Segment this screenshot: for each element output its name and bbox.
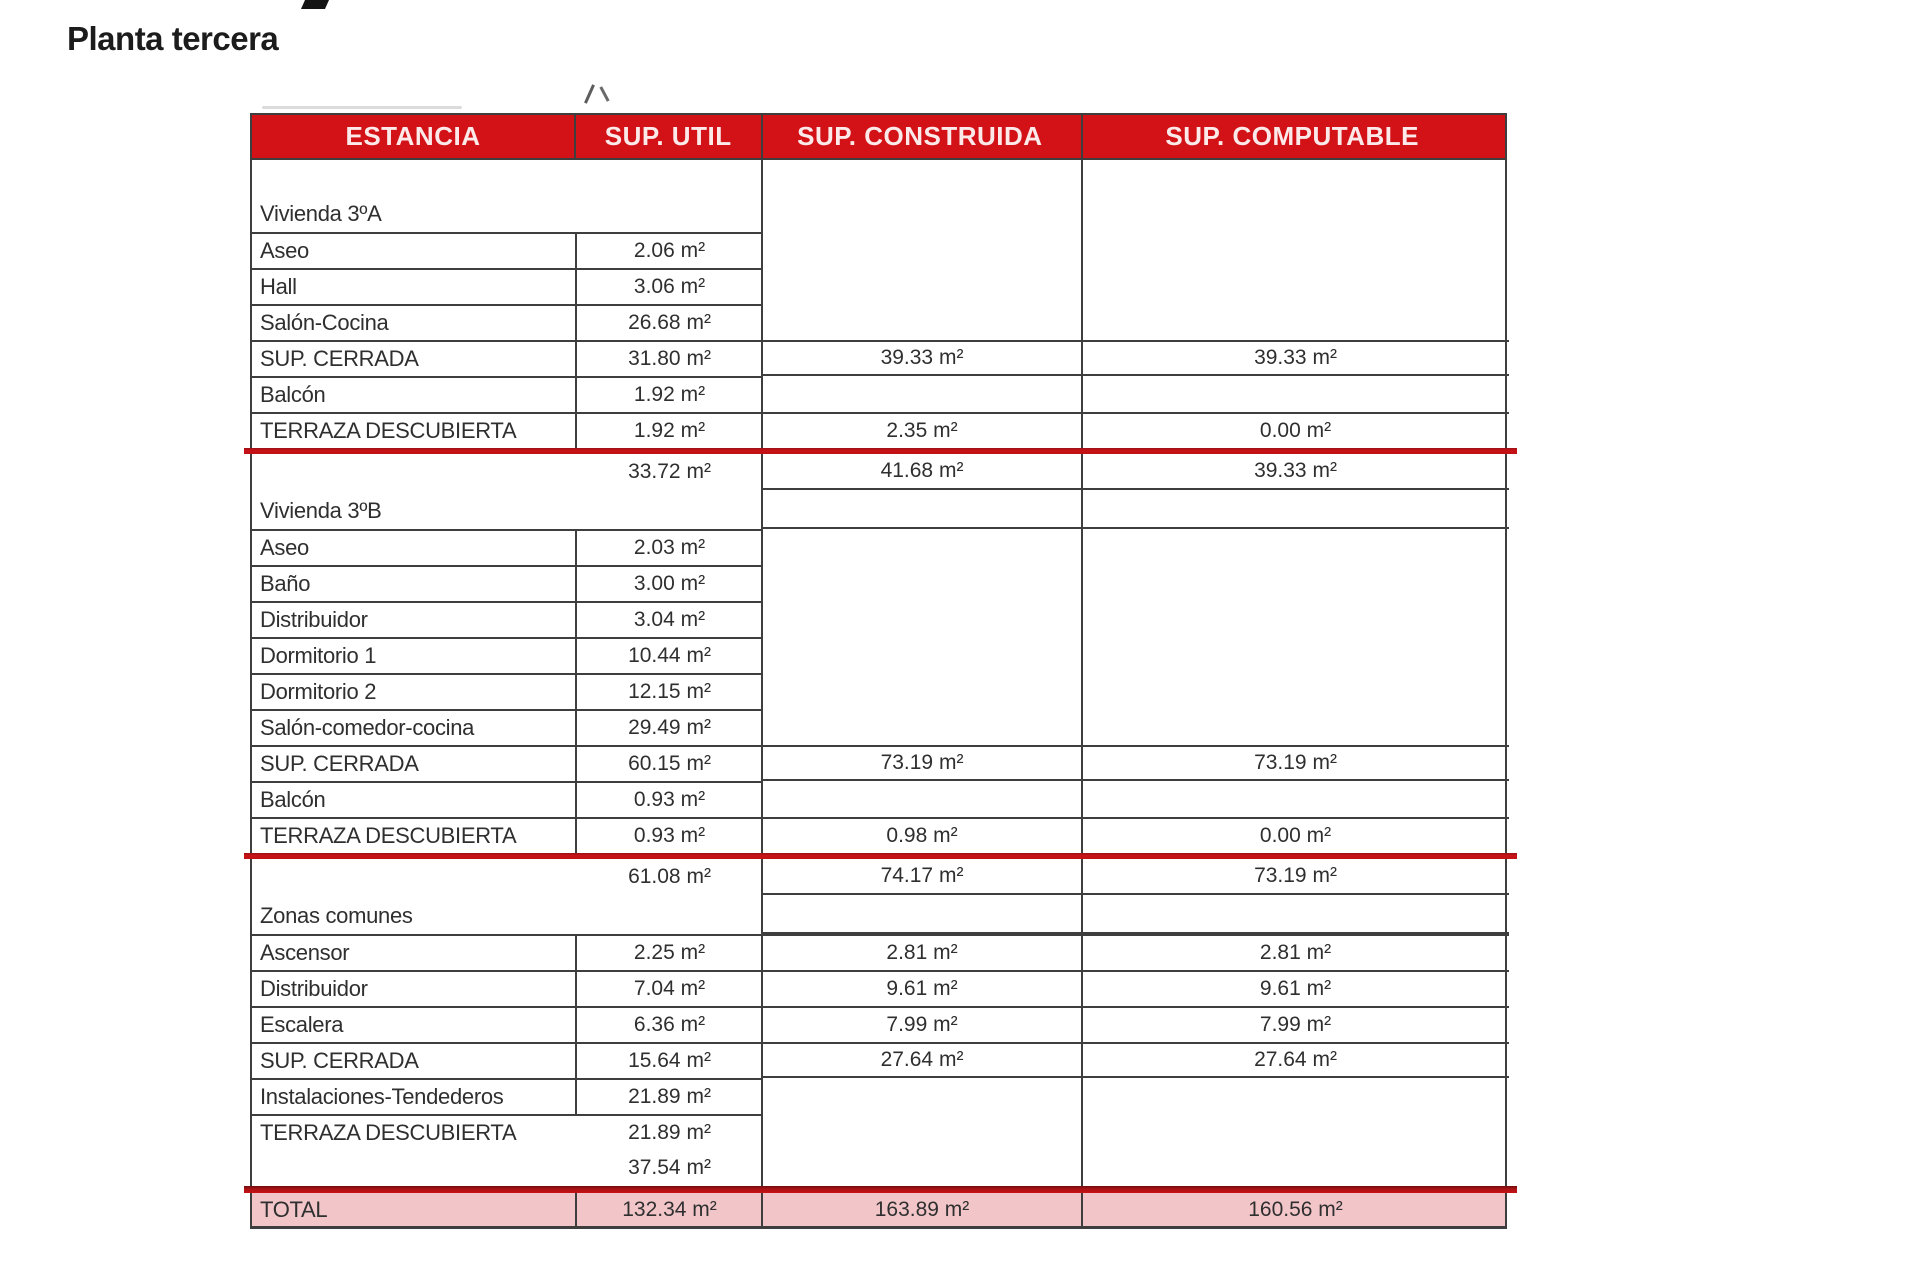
sup-construida-cell [762,859,1082,893]
sup-computable-cell [1082,972,1509,1006]
sup-construida-cell [762,637,1082,673]
table-header-row [252,113,1505,160]
row-label: Vivienda 3ºB [260,498,382,523]
sup-util-value: 21.89 m² [628,1121,711,1144]
estancia-cell [252,1150,577,1186]
estancia-cell [252,567,577,601]
sup-construida-value: 2.35 m² [886,419,958,442]
estancia-cell [252,1080,577,1114]
sup-construida-cell [762,232,1082,268]
sup-computable-cell [1082,1008,1509,1042]
sup-util-value: 2.25 m² [633,941,706,964]
sup-construida-value: 163.89 m² [874,1197,970,1221]
sup-computable-cell [1082,859,1509,893]
sup-construida-cell [762,936,1082,970]
table-row [252,895,1505,934]
sup-util-cell [577,936,762,970]
red-separator-line [244,853,1517,859]
sup-computable-cell [1082,414,1509,448]
table-row [252,340,1505,376]
row-label: Salón-Cocina [260,310,389,335]
sup-construida-cell [762,673,1082,709]
sup-computable-value: 0.00 m² [1259,824,1332,847]
table-row [252,859,1505,895]
table-row [252,376,1505,412]
column-divider [761,113,763,1229]
sup-construida-cell [762,454,1082,488]
sup-util-cell [577,859,762,895]
sup-util-value: 10.44 m² [628,644,711,667]
table-row [252,970,1505,1006]
table-row [252,1150,1505,1186]
sup-util-cell [577,1008,762,1042]
sup-util-value: 21.89 m² [628,1085,711,1108]
sup-computable-cell [1082,565,1509,601]
sup-construida-cell [762,747,1082,779]
sup-util-cell [577,454,762,490]
sup-construida-cell [762,1114,1082,1150]
sup-util-value: 26.68 m² [628,311,711,334]
sup-util-cell [577,639,762,673]
sup-util-value: 1.92 m² [633,419,706,442]
sup-construida-cell [762,895,1082,932]
sup-util-value: 3.00 m² [633,572,706,595]
sup-construida-cell [762,1078,1082,1114]
estancia-cell [252,378,577,412]
sup-util-cell [577,306,762,340]
table-row [252,745,1505,781]
sup-util-cell [577,1116,762,1150]
row-label: TERRAZA DESCUBIERTA [260,418,517,443]
sup-computable-cell [1082,1078,1509,1114]
sup-computable-cell [1082,709,1509,745]
sup-computable-cell [1082,1193,1509,1226]
sup-construida-cell [762,709,1082,745]
sup-util-cell [577,414,762,448]
table-row [252,565,1505,601]
sup-util-value: 0.93 m² [633,824,706,847]
estancia-cell [252,342,577,376]
sup-computable-value: 39.33 m² [1254,346,1337,369]
estancia-cell [252,270,577,304]
sup-computable-value: 2.81 m² [1259,941,1332,964]
scan-artifact [599,86,609,102]
red-separator-line [244,1186,1517,1193]
row-label: Salón-comedor-cocina [260,715,475,740]
sup-construida-cell [762,529,1082,565]
row-label: Dormitorio 2 [260,679,377,704]
sup-computable-cell [1082,529,1509,565]
sup-computable-cell [1082,490,1509,527]
sup-construida-value: 39.33 m² [880,346,964,369]
sup-construida-cell [762,565,1082,601]
table-row [252,412,1505,448]
table-row [252,160,1505,232]
total-row [252,1193,1505,1229]
estancia-cell [252,895,577,934]
sup-computable-cell [1082,781,1509,817]
sup-util-cell [577,531,762,565]
sup-util-value: 12.15 m² [628,680,711,703]
table-row [252,304,1505,340]
sup-util-value: 60.15 m² [628,752,711,775]
estancia-cell [252,306,577,340]
sup-util-cell [577,342,762,376]
table-row [252,934,1505,970]
sup-computable-value: 7.99 m² [1259,1013,1332,1036]
table-row [252,268,1505,304]
sup-util-value: 132.34 m² [622,1197,717,1221]
sup-computable-cell [1082,304,1509,340]
estancia-cell [252,972,577,1006]
sup-computable-value: 39.33 m² [1254,459,1337,482]
sup-util-cell [577,234,762,268]
sup-util-value: 7.04 m² [633,977,706,1000]
sup-computable-cell [1082,160,1509,232]
estancia-cell [252,675,577,709]
estancia-cell [252,783,577,817]
sup-util-cell [577,160,762,232]
row-label: SUP. CERRADA [260,1048,419,1073]
sup-computable-cell [1082,895,1509,932]
estancia-cell [252,1044,577,1078]
estancia-cell [252,1116,577,1150]
sup-util-value: 0.93 m² [633,788,706,811]
row-label: Aseo [260,238,309,263]
estancia-cell [252,490,577,529]
sup-util-cell [577,1080,762,1114]
table-row [252,490,1505,529]
estancia-cell [252,1193,577,1226]
estancia-cell [252,234,577,268]
sup-util-cell [577,783,762,817]
sup-computable-cell [1082,601,1509,637]
sup-computable-value: 73.19 m² [1254,751,1337,774]
sup-computable-value: 0.00 m² [1259,419,1332,442]
sup-computable-cell [1082,1150,1509,1186]
sup-util-value: 37.54 m² [628,1156,711,1179]
table-row [252,673,1505,709]
sup-computable-value: 27.64 m² [1254,1048,1337,1071]
sup-util-value: 29.49 m² [628,716,711,739]
sup-construida-value: 27.64 m² [880,1048,964,1071]
estancia-cell [252,859,577,895]
sup-construida-value: 7.99 m² [886,1013,958,1036]
table-row [252,232,1505,268]
table-row [252,1078,1505,1114]
sup-computable-cell [1082,376,1509,412]
scan-artifact [584,84,595,103]
sup-computable-cell [1082,1114,1509,1150]
sup-computable-cell [1082,673,1509,709]
table-row [252,1006,1505,1042]
sup-util-value: 3.06 m² [633,275,706,298]
sup-construida-cell [762,414,1082,448]
row-label: Hall [260,274,297,299]
red-separator-line [244,448,1517,454]
sup-util-cell [577,711,762,745]
row-label: TOTAL [260,1196,328,1222]
sup-construida-cell [762,304,1082,340]
sup-computable-cell [1082,819,1509,853]
sup-util-cell [577,819,762,853]
sup-computable-cell [1082,232,1509,268]
row-label: Balcón [260,382,326,407]
sup-construida-cell [762,781,1082,817]
table-row [252,529,1505,565]
sup-util-value: 61.08 m² [628,865,711,888]
sup-util-cell [577,567,762,601]
sup-computable-value: 160.56 m² [1248,1197,1343,1221]
sup-construida-cell [762,819,1082,853]
estancia-cell [252,639,577,673]
table-row [252,454,1505,490]
sup-construida-value: 2.81 m² [886,941,958,964]
table-row [252,817,1505,853]
sup-construida-cell [762,376,1082,412]
sup-util-value: 2.03 m² [633,536,706,559]
sup-util-cell [577,1044,762,1078]
sup-util-value: 15.64 m² [628,1049,711,1072]
sup-computable-cell [1082,637,1509,673]
row-label: SUP. CERRADA [260,751,419,776]
sup-computable-value: 73.19 m² [1254,864,1337,887]
estancia-cell [252,531,577,565]
sup-computable-value: 9.61 m² [1259,977,1332,1000]
estancia-cell [252,711,577,745]
sup-util-cell [577,603,762,637]
column-divider [1081,113,1083,1229]
sup-computable-cell [1082,342,1509,374]
estancia-cell [252,454,577,490]
row-label: Aseo [260,535,309,560]
sup-computable-cell [1082,454,1509,488]
table-row [252,601,1505,637]
sup-util-cell [577,270,762,304]
table-row [252,1042,1505,1078]
row-label: TERRAZA DESCUBIERTA [260,1120,517,1145]
estancia-cell [252,603,577,637]
estancia-cell [252,414,577,448]
sup-util-cell [577,675,762,709]
scan-artifact [301,0,329,9]
estancia-cell [252,747,577,781]
sup-computable-cell [1082,747,1509,779]
sup-construida-cell [762,972,1082,1006]
sup-util-cell [577,378,762,412]
row-label: SUP. CERRADA [260,346,419,371]
sup-construida-value: 73.19 m² [880,751,964,774]
floor-area-table [250,113,1507,1229]
sup-construida-cell [762,490,1082,527]
column-header-1: SUP. UTIL [604,121,732,151]
row-label: Instalaciones-Tendederos [260,1084,504,1109]
sup-util-value: 1.92 m² [633,383,706,406]
sup-construida-value: 0.98 m² [886,824,958,847]
row-label: Vivienda 3ºA [260,201,382,226]
estancia-cell [252,936,577,970]
sup-util-value: 6.36 m² [633,1013,706,1036]
sup-construida-cell [762,1150,1082,1186]
table-row [252,781,1505,817]
sup-construida-cell [762,601,1082,637]
sup-util-value: 33.72 m² [628,460,711,483]
sup-util-value: 3.04 m² [633,608,706,631]
column-header-2: SUP. CONSTRUIDA [797,121,1043,151]
sup-construida-cell [762,268,1082,304]
sup-construida-value: 74.17 m² [880,864,964,887]
table-row [252,1114,1505,1150]
row-label: Distribuidor [260,976,368,1001]
row-label: Dormitorio 1 [260,643,377,668]
sup-util-cell [577,895,762,934]
column-header-0: ESTANCIA [252,115,576,158]
sup-util-cell [577,972,762,1006]
sup-construida-cell [762,160,1082,232]
sup-construida-cell [762,1193,1082,1226]
sup-construida-value: 9.61 m² [886,977,958,1000]
table-row [252,709,1505,745]
sup-construida-cell [762,1008,1082,1042]
sup-util-value: 2.06 m² [633,239,706,262]
scan-artifact [262,106,462,109]
sup-computable-cell [1082,936,1509,970]
sup-construida-cell [762,1044,1082,1076]
row-label: TERRAZA DESCUBIERTA [260,823,517,848]
row-label: Ascensor [260,940,350,965]
table-row [252,637,1505,673]
sup-computable-cell [1082,268,1509,304]
row-label: Escalera [260,1012,344,1037]
sup-util-value: 31.80 m² [628,347,711,370]
row-label: Baño [260,571,311,596]
estancia-cell [252,160,577,232]
sup-util-cell [577,1150,762,1186]
sup-computable-cell [1082,1044,1509,1076]
sup-util-cell [577,1193,762,1226]
row-label: Distribuidor [260,607,368,632]
sup-construida-value: 41.68 m² [880,459,964,482]
estancia-cell [252,819,577,853]
column-header-3: SUP. COMPUTABLE [1165,121,1419,151]
page-title: Planta tercera [67,20,279,57]
row-label: Zonas comunes [260,903,413,928]
sup-util-cell [577,490,762,529]
estancia-cell [252,1008,577,1042]
sup-util-cell [577,747,762,781]
sup-construida-cell [762,342,1082,374]
row-label: Balcón [260,787,326,812]
